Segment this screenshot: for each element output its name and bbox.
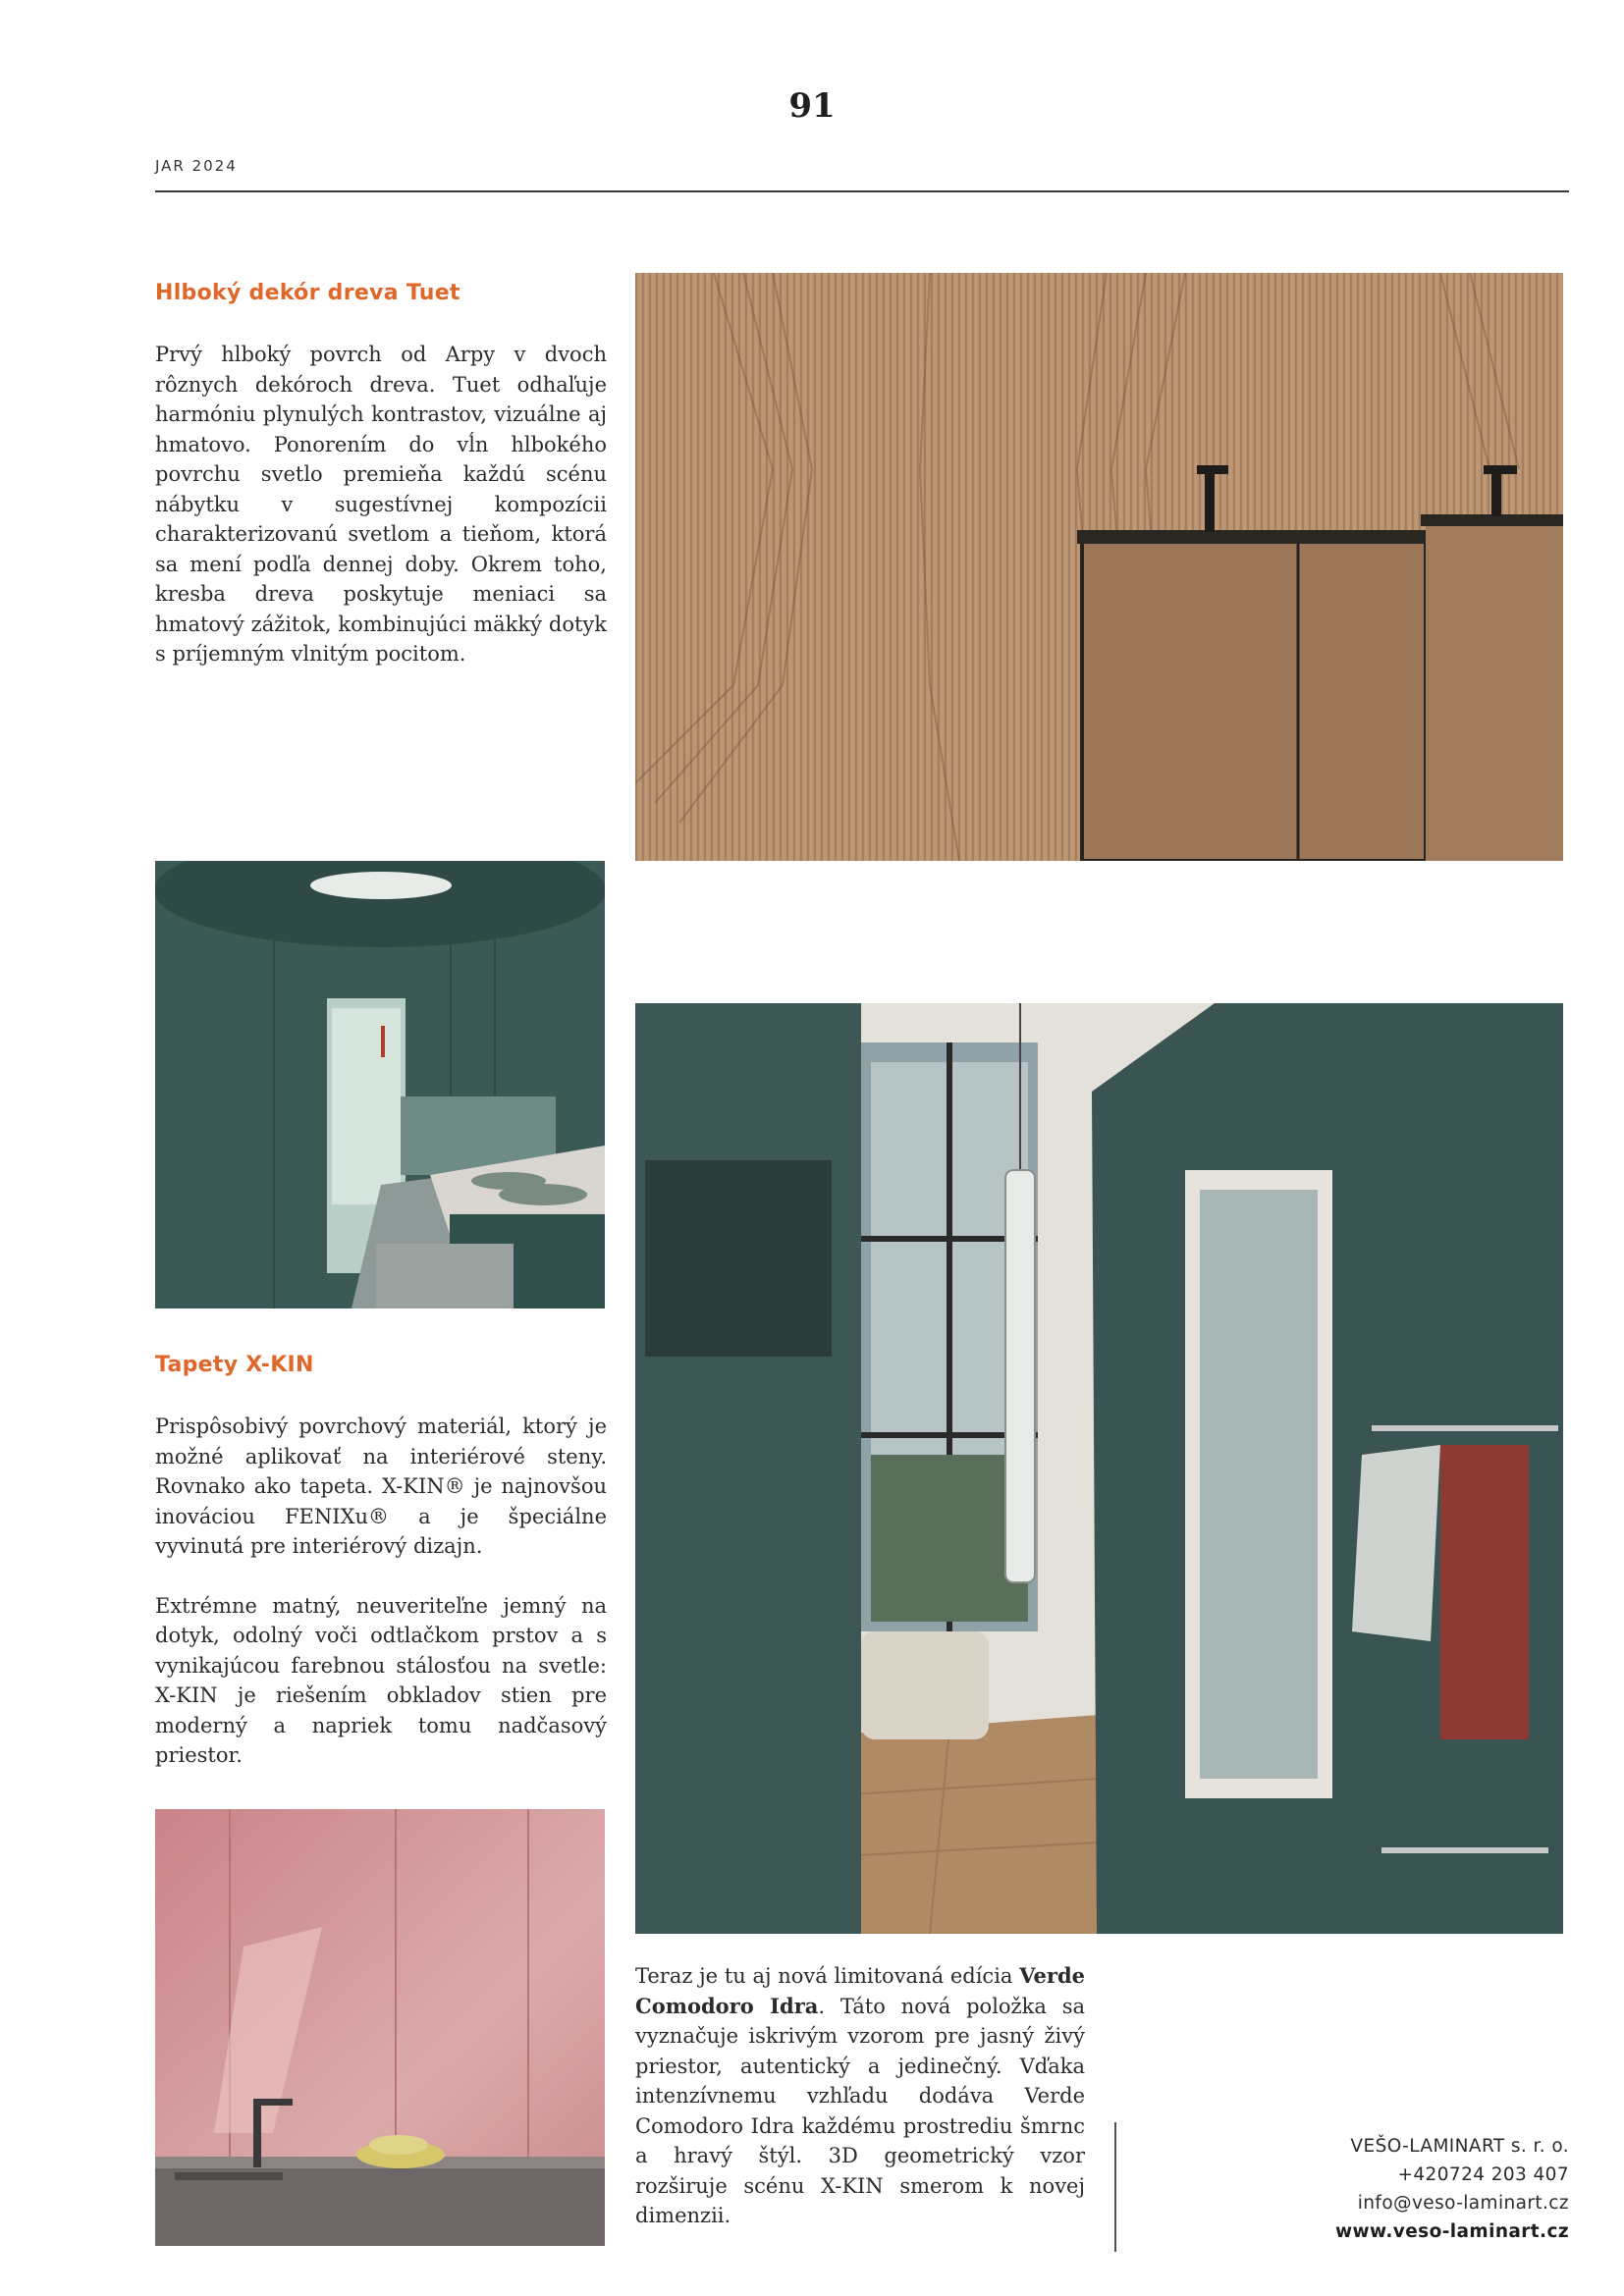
verde-rest: . Táto nová položka sa vyznačuje iskrivým vzorom pre jasný živý priestor, autentický a jedinečný. Vďaka intenzívnemu vzhľadu dodáva Verde Comodoro Idra každému prostrediu šmrnc a hravý štýl. 3D geometrický vzor rozširuje scénu X-KIN smerom k novej dimenzii.: [635, 1994, 1085, 2227]
issue-label: JAR 2024: [155, 157, 238, 175]
verde-edition-name: Verde Comodoro Idra: [635, 1963, 1085, 2018]
contact-company: VEŠO-LAMINART s. r. o.: [1350, 2136, 1569, 2157]
section-heading-xkin: Tapety X-KIN: [155, 1353, 314, 1377]
photo-verde-comodoro-interior: [635, 1003, 1563, 1934]
xkin-paragraph-1: Prispôsobivý povrchový materiál, ktorý je možné aplikovať na interiérové steny. Rovnako ako tapeta. X-KIN® je najnovšou inováciou FENIXu® a je špeciálne vyvinutá pre interiérový dizajn.: [155, 1415, 607, 1558]
photo-green-bathroom: [155, 861, 605, 1308]
verde-comodoro-paragraph: [635, 1961, 1085, 2231]
xkin-text-block: [155, 1412, 607, 1800]
contact-website-link[interactable]: www.veso-laminart.cz: [1335, 2221, 1569, 2242]
contact-phone: +420724 203 407: [1397, 2164, 1569, 2185]
contact-divider: [1114, 2122, 1116, 2252]
tuet-text-block: [155, 340, 607, 699]
xkin-paragraph-2: Extrémne matný, neuveriteľne jemný na dotyk, odolný voči odtlačkom prstov a s vynikajúcou farebnou stálosťou na svetle: X-KIN je riešením obkladov stien pre moderný a napriek tomu nadčasový priestor.: [155, 1593, 607, 1767]
verde-comodoro-text-block: [635, 1961, 1085, 2261]
photo-pink-kitchen: [155, 1809, 605, 2246]
section-heading-tuet: Hlboký dekór dreva Tuet: [155, 281, 460, 305]
tuet-paragraph: Prvý hlboký povrch od Arpy v dvoch rôznych dekóroch dreva. Tuet odhaľuje harmóniu plynulých kontrastov, vizuálne aj hmatovo. Ponorením do vĺn hlbokého povrchu svetlo premieňa každú scénu nábytku v sugestívnej kompozícii charakterizovanú svetlom a tieňom, ktorá sa mení podľa dennej doby. Okrem toho, kresba dreva poskytuje meniaci sa hmatový zážitok, kombinujúci mäkký dotyk s príjemným vlnitým pocitom.: [155, 343, 607, 666]
verde-intro: Teraz je tu aj nová limitovaná edícia: [635, 1964, 1020, 1988]
contact-email[interactable]: info@veso-laminart.cz: [1357, 2193, 1569, 2214]
contact-block: [1335, 2132, 1569, 2246]
header-divider: [155, 190, 1569, 192]
page-number: 91: [788, 86, 836, 126]
photo-wood-wall-basins: [635, 273, 1563, 861]
